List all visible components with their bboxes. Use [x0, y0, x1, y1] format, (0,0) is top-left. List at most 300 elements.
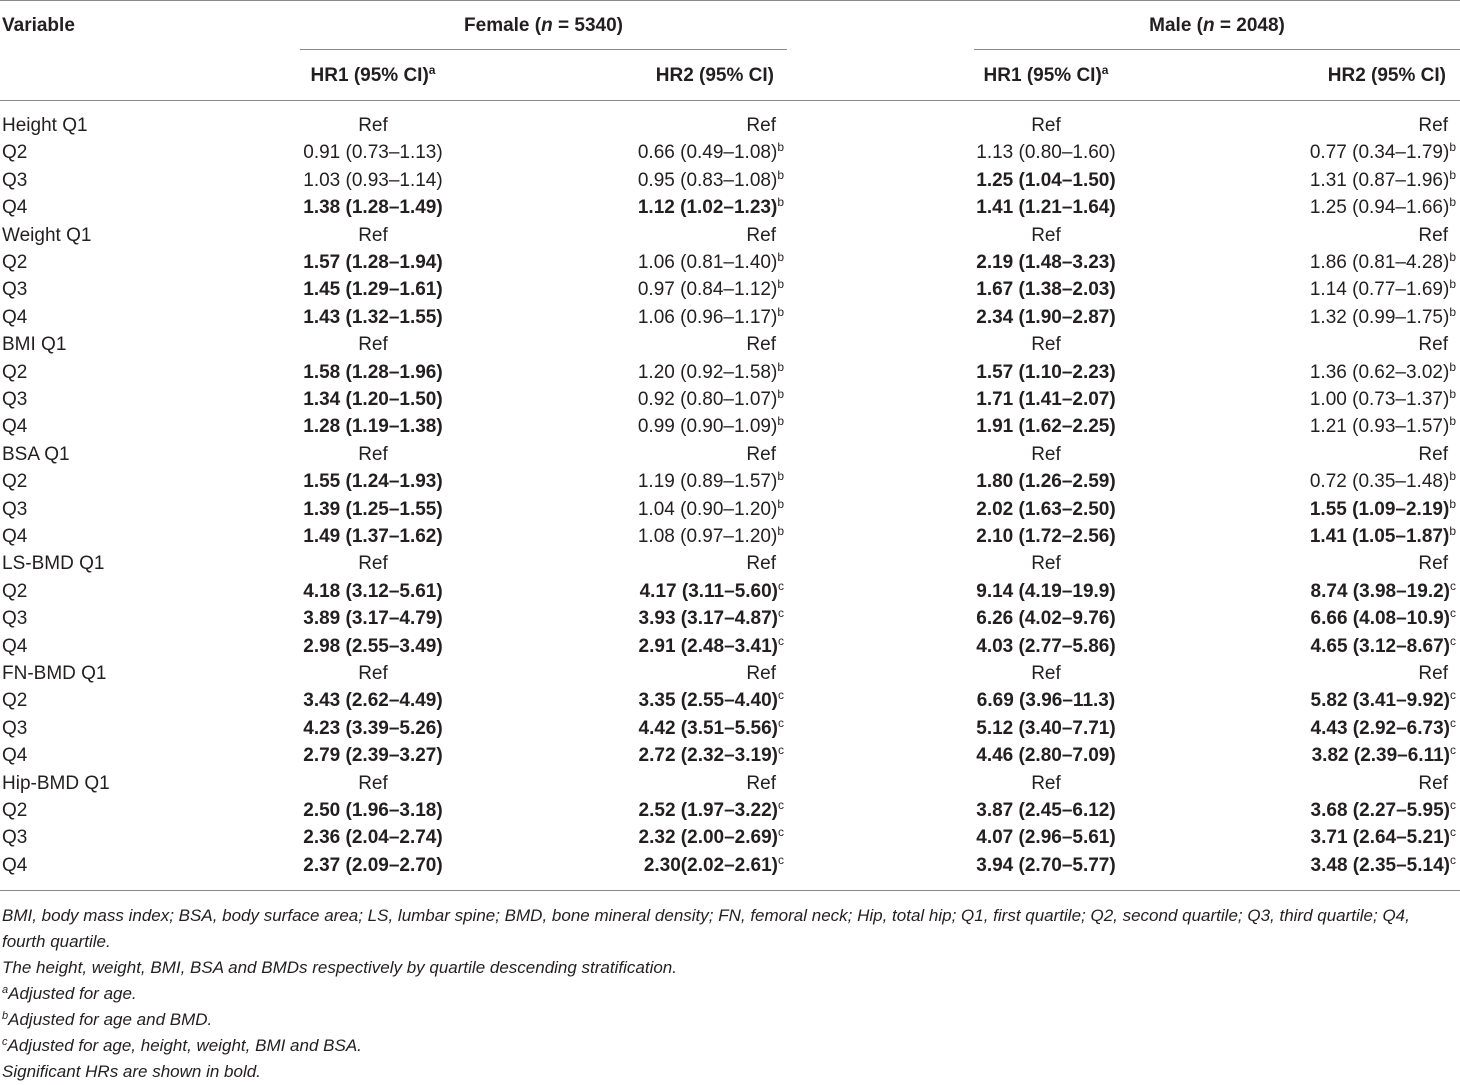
cell-value: 1.13 (0.80–1.60) — [976, 142, 1116, 164]
row-label: BMI Q1 — [2, 334, 67, 356]
male-hr1-cell — [916, 444, 1176, 466]
cell-value: 1.39 (1.25–1.55) — [303, 498, 443, 520]
cell-value: 0.92 (0.80–1.07) — [637, 389, 778, 410]
cell-value: 2.50 (1.96–3.18) — [303, 800, 443, 821]
cell-footnote-mark: c — [1450, 743, 1456, 758]
cell-value: Ref — [1418, 334, 1448, 356]
row-label: Q2 — [2, 800, 28, 821]
cell-value: 1.00 (0.73–1.37) — [1309, 389, 1450, 410]
female-hr1-cell — [243, 663, 503, 685]
cell-footnote-mark: b — [1449, 277, 1456, 292]
cell-value: Ref — [1418, 224, 1448, 246]
row-label: Q2 — [2, 580, 28, 602]
female-hr1-cell — [243, 389, 503, 411]
male-group-rule — [974, 49, 1460, 50]
cell-value: 1.57 (1.10–2.23) — [976, 361, 1116, 383]
cell-footnote-mark: c — [778, 633, 784, 648]
female-hr1-header — [243, 65, 503, 87]
female-hr2-cell — [530, 663, 784, 685]
male-hr2-cell — [1200, 852, 1456, 877]
row-label: Q4 — [2, 306, 28, 328]
male-hr2-cell — [1200, 197, 1456, 219]
male-hr1-cell — [916, 416, 1176, 438]
cell-value: 2.02 (1.63–2.50) — [976, 498, 1116, 520]
cell-value: 3.48 (2.35–5.14) — [1310, 854, 1450, 876]
cell-value: 4.65 (3.12–8.67) — [1310, 635, 1450, 657]
cell-value: 1.58 (1.28–1.96) — [303, 361, 443, 383]
cell-value: 2.91 (2.48–3.41) — [638, 635, 778, 657]
cell-value: 3.94 (2.70–5.77) — [976, 854, 1116, 876]
male-hr1-cell — [916, 690, 1176, 712]
cell-value: Ref — [1031, 115, 1061, 136]
male-hr1-cell — [916, 197, 1176, 219]
female-hr1-cell — [243, 526, 503, 548]
cell-value: 0.66 (0.49–1.08) — [637, 142, 778, 164]
cell-value: 2.32 (2.00–2.69) — [638, 827, 778, 849]
female-hr1-cell — [243, 608, 503, 630]
female-hr1-cell — [243, 444, 503, 466]
female-hr2-cell — [530, 389, 784, 411]
cell-footnote-mark: b — [777, 469, 784, 484]
row-label: Q4 — [2, 854, 28, 876]
cell-value: 1.45 (1.29–1.61) — [303, 279, 443, 301]
cell-value: 1.21 (0.93–1.57) — [1309, 416, 1450, 438]
cell-value: 5.82 (3.41–9.92) — [1310, 690, 1450, 712]
cell-value: 4.07 (2.96–5.61) — [976, 827, 1116, 849]
footnote-stratification: The height, weight, BMI, BSA and BMDs respectively by quartile descending stratification. — [2, 958, 677, 977]
footnote-c-text: Adjusted for age, height, weight, BMI and BSA. — [7, 1036, 362, 1055]
cell-value: 0.95 (0.83–1.08) — [637, 169, 778, 191]
male-hr2-cell — [1200, 745, 1456, 767]
female-hr2-label: HR2 (95% CI) — [655, 65, 774, 86]
male-hr1-cell — [916, 773, 1176, 795]
top-rule — [0, 0, 1460, 1]
cell-footnote-mark: b — [777, 304, 784, 319]
female-group-rule — [300, 49, 787, 50]
female-hr2-cell — [530, 608, 784, 630]
male-hr1-cell — [916, 307, 1176, 329]
cell-footnote-mark: c — [1450, 633, 1456, 648]
footnote-b-mark: b — [2, 1010, 9, 1022]
cell-value: 4.17 (3.11–5.60) — [639, 580, 778, 602]
cell-value: Ref — [1031, 443, 1061, 465]
male-hr2-cell — [1200, 800, 1456, 822]
cell-value: 1.31 (0.87–1.96) — [1309, 169, 1450, 191]
cell-value: 1.86 (0.81–4.28) — [1309, 252, 1450, 273]
footnote-b-text: Adjusted for age and BMD. — [8, 1010, 213, 1029]
female-hr2-cell — [530, 444, 784, 466]
male-hr2-cell — [1200, 115, 1456, 137]
female-hr1-cell — [243, 252, 503, 274]
cell-footnote-mark: c — [1450, 606, 1456, 621]
male-hr1-cell — [916, 636, 1176, 658]
female-hr1-cell — [243, 718, 503, 740]
cell-value: 3.71 (2.64–5.21) — [1310, 827, 1450, 849]
cell-value: Ref — [746, 443, 776, 465]
row-label: Q3 — [2, 717, 28, 739]
cell-value: 1.25 (0.94–1.66) — [1309, 197, 1450, 219]
row-label: Q2 — [2, 471, 28, 493]
cell-value: Ref — [358, 772, 388, 794]
cell-value: 1.20 (0.92–1.58) — [637, 361, 778, 383]
cell-value: Ref — [358, 224, 388, 246]
cell-footnote-mark: b — [777, 414, 784, 429]
cell-value: Ref — [1418, 553, 1448, 575]
cell-footnote-mark: c — [778, 606, 784, 621]
male-hr2-label: HR2 (95% CI) — [1327, 65, 1446, 86]
male-hr1-cell — [916, 471, 1176, 493]
row-label: Q3 — [2, 498, 28, 520]
cell-value: Ref — [746, 553, 776, 575]
female-hr2-cell — [530, 334, 784, 356]
female-hr2-cell — [530, 471, 784, 493]
female-hr2-cell — [530, 304, 784, 329]
female-n-symbol: n — [541, 15, 553, 36]
row-label: Q4 — [2, 197, 28, 219]
cell-value: 0.72 (0.35–1.48) — [1309, 471, 1450, 493]
cell-value: 1.55 (1.24–1.93) — [303, 471, 443, 493]
footnote-c-mark: c — [2, 1036, 8, 1048]
cell-value: 3.89 (3.17–4.79) — [303, 608, 443, 630]
male-hr1-footnote-mark: a — [1101, 63, 1109, 77]
cell-footnote-mark: c — [778, 688, 784, 703]
cell-value: 1.32 (0.99–1.75) — [1309, 306, 1450, 328]
cell-value: 1.57 (1.28–1.94) — [303, 252, 443, 273]
male-hr1-cell — [916, 334, 1176, 356]
cell-footnote-mark: b — [777, 195, 784, 210]
cell-footnote-mark: b — [1449, 167, 1456, 182]
female-hr1-cell — [243, 225, 503, 247]
cell-value: Ref — [1418, 772, 1448, 794]
cell-value: 4.46 (2.80–7.09) — [976, 745, 1116, 767]
cell-value: Ref — [1031, 224, 1061, 246]
cell-value: 0.97 (0.84–1.12) — [637, 279, 778, 301]
male-hr2-cell — [1200, 773, 1456, 795]
female-hr1-cell — [243, 800, 503, 822]
cell-value: 6.66 (4.08–10.9) — [1310, 608, 1450, 630]
cell-value: Ref — [746, 334, 776, 356]
row-label: Hip-BMD Q1 — [2, 772, 110, 794]
cell-value: Ref — [746, 115, 776, 136]
female-hr2-cell — [530, 553, 784, 575]
row-label: FN-BMD Q1 — [2, 663, 107, 684]
cell-value: 2.34 (1.90–2.87) — [976, 306, 1116, 328]
female-hr2-cell — [530, 496, 784, 521]
male-hr1-cell — [916, 389, 1176, 411]
male-hr2-cell — [1200, 304, 1456, 329]
male-hr1-cell — [916, 526, 1176, 548]
cell-value: 1.36 (0.62–3.02) — [1309, 361, 1450, 383]
cell-value: 0.77 (0.34–1.79) — [1309, 142, 1450, 164]
cell-footnote-mark: c — [1450, 688, 1456, 703]
male-hr2-cell — [1200, 715, 1456, 740]
female-hr1-cell — [243, 827, 503, 849]
cell-value: Ref — [746, 224, 776, 246]
row-label: Q4 — [2, 526, 28, 547]
cell-footnote-mark: b — [1449, 496, 1456, 511]
cell-footnote-mark: b — [1449, 304, 1456, 319]
female-hr2-cell — [530, 745, 784, 767]
cell-value: 1.03 (0.93–1.14) — [303, 169, 443, 191]
female-group-suffix: = 5340) — [552, 15, 623, 36]
cell-footnote-mark: c — [778, 798, 784, 812]
cell-value: Ref — [1031, 553, 1061, 575]
variable-header: Variable — [2, 15, 75, 36]
row-label: BSA Q1 — [2, 443, 70, 465]
male-group-suffix: = 2048) — [1214, 15, 1285, 36]
cell-footnote-mark: c — [778, 743, 784, 758]
cell-footnote-mark: c — [1450, 715, 1456, 730]
cell-footnote-mark: b — [1449, 195, 1456, 210]
male-hr1-cell — [916, 115, 1176, 137]
male-hr2-cell — [1200, 578, 1456, 603]
cell-value: Ref — [358, 334, 388, 356]
cell-value: Ref — [1031, 772, 1061, 794]
cell-value: Ref — [358, 443, 388, 465]
female-hr2-cell — [530, 800, 784, 822]
female-hr2-header — [530, 65, 774, 87]
male-hr1-cell — [916, 608, 1176, 630]
cell-value: 6.26 (4.02–9.76) — [976, 608, 1116, 630]
male-hr2-cell — [1200, 142, 1456, 164]
cell-footnote-mark: b — [777, 167, 784, 182]
male-hr2-cell — [1200, 334, 1456, 356]
male-hr2-cell — [1200, 526, 1456, 548]
cell-footnote-mark: b — [777, 524, 784, 538]
female-hr1-footnote-mark: a — [428, 63, 436, 77]
male-hr2-cell — [1200, 279, 1456, 301]
male-hr2-cell — [1200, 167, 1456, 192]
cell-value: 2.30(2.02–2.61) — [643, 854, 778, 876]
cell-value: 1.34 (1.20–1.50) — [303, 389, 443, 410]
cell-footnote-mark: c — [778, 852, 784, 867]
male-hr1-cell — [916, 663, 1176, 685]
cell-value: 1.04 (0.90–1.20) — [637, 498, 778, 520]
cell-value: 2.79 (2.39–3.27) — [303, 745, 443, 767]
cell-footnote-mark: b — [1449, 250, 1456, 264]
male-hr1-cell — [916, 855, 1176, 877]
cell-value: Ref — [1418, 115, 1448, 136]
row-label: Q3 — [2, 169, 28, 191]
female-hr2-cell — [530, 715, 784, 740]
male-hr2-cell — [1200, 471, 1456, 493]
row-label: Weight Q1 — [2, 224, 92, 246]
female-hr1-cell — [243, 170, 503, 192]
male-hr1-cell — [916, 800, 1176, 822]
cell-footnote-mark: b — [1449, 469, 1456, 484]
cell-value: Ref — [746, 663, 776, 684]
male-hr2-cell — [1200, 252, 1456, 274]
female-hr2-cell — [530, 526, 784, 548]
female-hr1-cell — [243, 855, 503, 877]
female-hr2-cell — [530, 142, 784, 164]
male-hr2-cell — [1200, 444, 1456, 466]
cell-value: Ref — [746, 772, 776, 794]
row-label: Q2 — [2, 690, 28, 712]
male-hr1-cell — [916, 553, 1176, 575]
cell-value: Ref — [1031, 334, 1061, 356]
footnote-c — [2, 1033, 1458, 1059]
male-hr1-cell — [916, 279, 1176, 301]
male-hr1-header — [916, 65, 1176, 87]
cell-footnote-mark: b — [777, 496, 784, 511]
cell-value: Ref — [358, 663, 388, 684]
male-hr1-cell — [916, 745, 1176, 767]
female-hr1-cell — [243, 142, 503, 164]
female-hr2-cell — [530, 359, 784, 384]
female-hr2-cell — [530, 690, 784, 712]
male-hr2-cell — [1200, 633, 1456, 658]
male-hr2-cell — [1200, 416, 1456, 438]
female-hr1-cell — [243, 471, 503, 493]
cell-value: 4.18 (3.12–5.61) — [303, 580, 443, 602]
cell-value: 3.43 (2.62–4.49) — [303, 690, 443, 712]
cell-value: 3.82 (2.39–6.11) — [1311, 745, 1450, 767]
female-hr2-cell — [530, 416, 784, 438]
cell-value: Ref — [358, 553, 388, 575]
female-hr2-cell — [530, 578, 784, 603]
female-hr2-cell — [530, 197, 784, 219]
cell-value: 4.43 (2.92–6.73) — [1310, 717, 1450, 739]
cell-value: 9.14 (4.19–19.9) — [976, 580, 1116, 602]
cell-value: 4.42 (3.51–5.56) — [638, 717, 778, 739]
cell-footnote-mark: b — [1449, 359, 1456, 374]
cell-footnote-mark: c — [1450, 578, 1456, 593]
cell-footnote-mark: c — [1450, 852, 1456, 867]
male-hr2-cell — [1200, 225, 1456, 247]
cell-value: 2.36 (2.04–2.74) — [303, 827, 443, 849]
male-hr1-cell — [916, 362, 1176, 384]
row-label: Q4 — [2, 416, 28, 438]
cell-value: 1.14 (0.77–1.69) — [1309, 279, 1450, 301]
cell-value: 1.43 (1.32–1.55) — [303, 306, 443, 328]
cell-value: 2.98 (2.55–3.49) — [303, 635, 443, 657]
female-hr1-cell — [243, 773, 503, 795]
female-hr1-cell — [243, 416, 503, 438]
male-hr2-cell — [1200, 827, 1456, 849]
row-label: Q3 — [2, 827, 28, 849]
female-hr1-cell — [243, 307, 503, 329]
row-label: Height Q1 — [2, 115, 88, 136]
female-hr2-cell — [530, 827, 784, 849]
cell-footnote-mark: c — [1450, 825, 1456, 840]
cell-footnote-mark: c — [778, 578, 784, 593]
male-hr1-cell — [916, 225, 1176, 247]
male-hr1-label: HR1 (95% CI) — [983, 65, 1102, 86]
footnote-a — [2, 981, 1458, 1007]
cell-value: 1.41 (1.21–1.64) — [976, 197, 1116, 219]
cell-value: 5.12 (3.40–7.71) — [976, 717, 1116, 739]
cell-value: 1.06 (0.81–1.40) — [637, 252, 778, 273]
cell-value: 1.12 (1.02–1.23) — [637, 197, 778, 219]
male-group-header — [974, 15, 1460, 37]
row-label: LS-BMD Q1 — [2, 553, 105, 575]
cell-value: 3.93 (3.17–4.87) — [638, 608, 778, 630]
row-label: Q2 — [2, 361, 28, 383]
cell-value: 4.03 (2.77–5.86) — [976, 635, 1116, 657]
cell-value: 3.35 (2.55–4.40) — [638, 690, 778, 712]
row-label: Q2 — [2, 142, 28, 164]
row-label: Q2 — [2, 252, 28, 273]
female-hr1-cell — [243, 581, 503, 603]
male-hr2-cell — [1200, 389, 1456, 411]
cell-value: 3.68 (2.27–5.95) — [1310, 800, 1450, 821]
footnote-significance: Significant HRs are shown in bold. — [2, 1062, 261, 1081]
female-hr2-cell — [530, 115, 784, 137]
cell-footnote-mark: b — [777, 277, 784, 292]
cell-value: 1.80 (1.26–2.59) — [976, 471, 1116, 493]
cell-value: Ref — [1031, 663, 1061, 684]
male-hr1-cell — [916, 718, 1176, 740]
female-hr2-cell — [530, 279, 784, 301]
cell-value: 1.38 (1.28–1.49) — [303, 197, 443, 219]
female-hr1-cell — [243, 279, 503, 301]
cell-value: 1.25 (1.04–1.50) — [976, 169, 1116, 191]
cell-footnote-mark: b — [777, 250, 784, 264]
row-label: Q3 — [2, 608, 28, 630]
cell-value: 0.91 (0.73–1.13) — [303, 142, 443, 164]
cell-value: 1.67 (1.38–2.03) — [976, 279, 1116, 301]
cell-footnote-mark: c — [778, 715, 784, 730]
male-hr1-cell — [916, 252, 1176, 274]
female-hr1-cell — [243, 690, 503, 712]
row-label: Q4 — [2, 745, 28, 767]
female-hr1-label: HR1 (95% CI) — [310, 65, 429, 86]
male-group-prefix: Male ( — [1149, 15, 1203, 36]
female-hr1-cell — [243, 115, 503, 137]
cell-value: 1.41 (1.05–1.87) — [1309, 526, 1450, 547]
cell-value: 6.69 (3.96–11.3) — [976, 690, 1116, 712]
footnote-b — [2, 1007, 1458, 1033]
female-group-header — [300, 15, 787, 37]
row-label: Q3 — [2, 279, 28, 301]
female-hr2-cell — [530, 252, 784, 274]
female-hr2-cell — [530, 167, 784, 192]
male-hr1-cell — [916, 581, 1176, 603]
female-hr1-cell — [243, 197, 503, 219]
cell-footnote-mark: c — [1450, 798, 1456, 812]
table-footnotes — [2, 903, 1458, 1085]
cell-value: 8.74 (3.98–19.2) — [1310, 580, 1450, 602]
female-hr1-cell — [243, 362, 503, 384]
female-hr1-cell — [243, 745, 503, 767]
male-hr2-header — [1200, 65, 1446, 87]
male-hr1-cell — [916, 827, 1176, 849]
cell-footnote-mark: b — [777, 140, 784, 155]
female-hr2-cell — [530, 633, 784, 658]
footnote-abbreviations: BMI, body mass index; BSA, body surface area; LS, lumbar spine; BMD, bone mineral density; FN, femoral neck; Hip, total hip; Q1, first quartile; Q2, second quartile; Q3, third quartile; Q4, fourth quartile. — [2, 906, 1410, 951]
female-hr1-cell — [243, 499, 503, 521]
male-hr2-cell — [1200, 553, 1456, 575]
cell-value: 1.49 (1.37–1.62) — [303, 526, 443, 547]
cell-value: 1.71 (1.41–2.07) — [976, 389, 1116, 410]
cell-value: 1.06 (0.96–1.17) — [637, 306, 778, 328]
cell-footnote-mark: c — [778, 825, 784, 840]
cell-footnote-mark: b — [777, 359, 784, 374]
male-hr1-cell — [916, 499, 1176, 521]
cell-value: 2.37 (2.09–2.70) — [303, 854, 443, 876]
male-hr2-cell — [1200, 608, 1456, 630]
cell-value: 1.91 (1.62–2.25) — [976, 416, 1116, 438]
female-hr1-cell — [243, 553, 503, 575]
female-hr2-cell — [530, 852, 784, 877]
male-hr2-cell — [1200, 690, 1456, 712]
footnote-a-mark: a — [2, 984, 9, 996]
female-group-prefix: Female ( — [464, 15, 542, 36]
header-rule — [0, 100, 1460, 101]
cell-value: 2.10 (1.72–2.56) — [976, 526, 1116, 547]
cell-value: Ref — [1418, 663, 1448, 684]
